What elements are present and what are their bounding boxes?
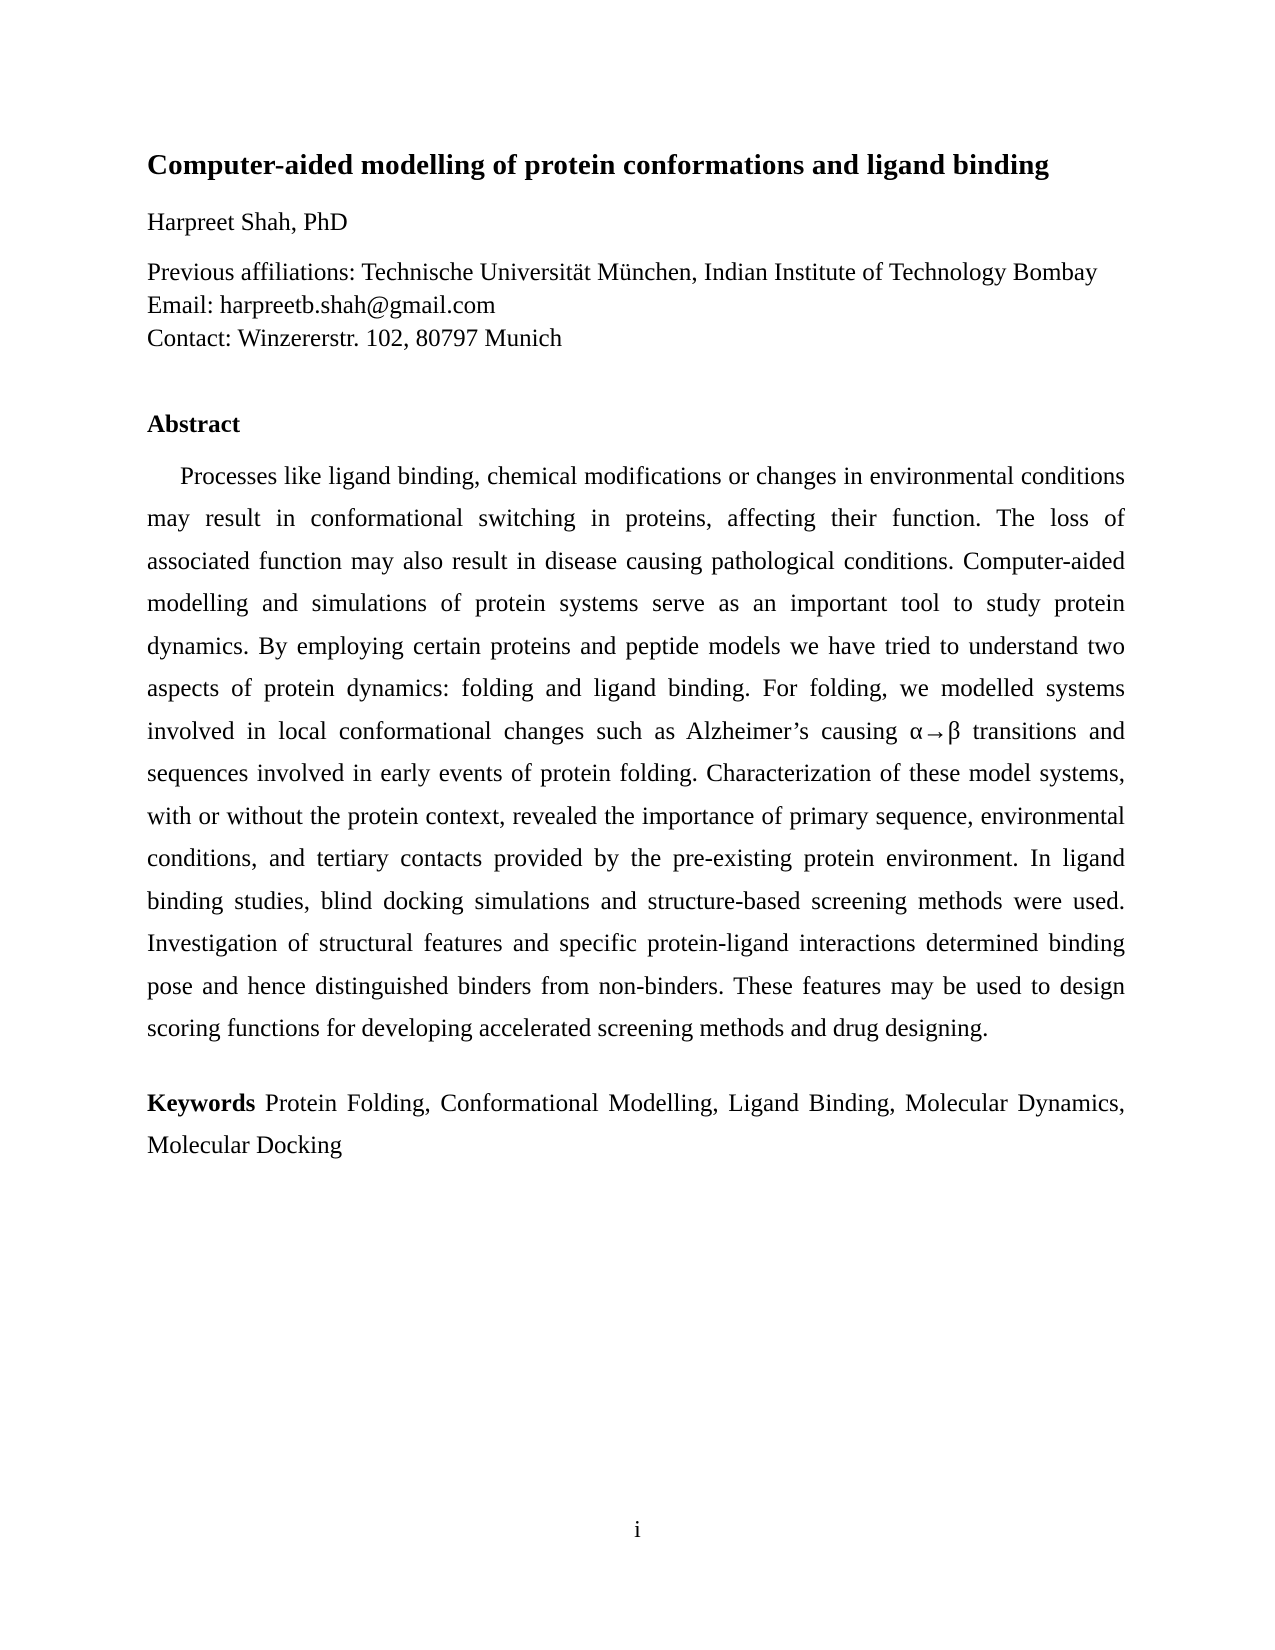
keywords-list: Protein Folding, Conformational Modelling, Ligand Binding, Molecular Dynamics, Molecular Docking <box>147 1089 1125 1160</box>
keywords-label: Keywords <box>147 1089 256 1117</box>
paper-title: Computer-aided modelling of protein conformations and ligand binding <box>147 149 1050 181</box>
abstract-text: Processes like ligand binding, chemical modifications or changes in environmental conditions may result in conformational switching in proteins, affecting their function. The loss of associated function may also result in disease causing pathological conditions. Computer-aided modelling and simulations of protein systems serve as an important tool to study protein dynamics. By employing certain proteins and peptide models we have tried to understand two aspects of protein dynamics: folding and ligand binding. For folding, we modelled systems involved in local conformational changes such as Alzheimer’s causing α→β transitions and sequences involved in early events of protein folding. Characterization of these model systems, with or without the protein context, revealed the importance of primary sequence, environmental conditions, and tertiary contacts provided by the pre-existing protein environment. In ligand binding studies, blind docking simulations and structure-based screening methods were used. Investigation of structural features and specific protein-ligand interactions determined binding pose and hence distinguished binders from non-binders. These features may be used to design scoring functions for developing accelerated screening methods and drug designing. <box>147 462 1125 1043</box>
contact-line: Contact: Winzererstr. 102, 80797 Munich <box>147 324 563 352</box>
email-line: Email: harpreetb.shah@gmail.com <box>147 291 496 319</box>
keywords-paragraph <box>147 1083 1125 1168</box>
page-content <box>147 148 1125 1168</box>
page-number: i <box>634 1517 641 1543</box>
author-name: Harpreet Shah, PhD <box>147 208 348 236</box>
affiliations-line: Previous affiliations: Technische Universität München, Indian Institute of Technology Bombay <box>147 258 1098 286</box>
abstract-heading: Abstract <box>147 410 241 438</box>
author-details-block <box>147 256 1125 355</box>
